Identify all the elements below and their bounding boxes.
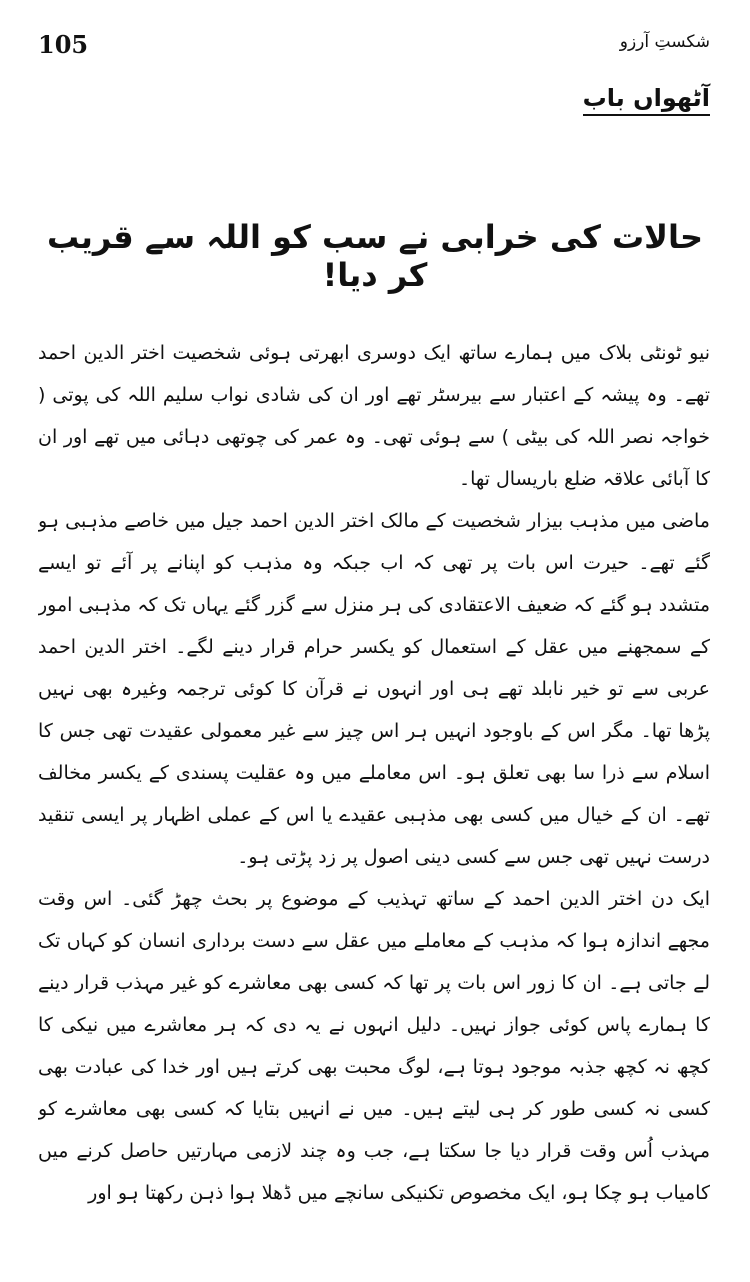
book-title: شکستِ آرزو	[619, 32, 710, 52]
page-number: 105	[38, 30, 89, 59]
chapter-heading: حالات کی خرابی نے سب کو اللہ سے قریب کر دیا!	[46, 218, 704, 295]
paragraph: ماضی میں مذہب بیزار شخصیت کے مالک اختر الدین احمد جیل میں خاصے مذہبی ہو گئے تھے۔ حیرت اس بات پر تھی کہ اب جبکہ وہ مذہب کو اپنانے پر آئے تو ایسے متشدد ہو گئے کہ ضعیف الاعتقادی کی ہر منزل سے گزر گئے یہاں تک کہ مذہبی امور کے سمجھنے میں عقل کے استعمال کو یکسر حرام قرار دینے لگے۔ اختر الدین احمد عربی سے تو خیر نابلد تھے ہی اور انہوں نے قرآن کا کوئی ترجمہ وغیرہ بھی نہیں پڑھا تھا۔ مگر اس کے باوجود انہیں ہر اس چیز سے غیر معمولی عقیدت تھی جس کا اسلام سے ذرا سا بھی تعلق ہو۔ اس معاملے میں وہ عقلیت پسندی کے یکسر مخالف تھے۔ ان کے خیال میں کسی بھی مذہبی عقیدے یا اس کے عملی اظہار پر ایسی تنقید درست نہیں تھی جس سے کسی دینی اصول پر زد پڑتی ہو۔	[38, 510, 710, 868]
body-text	[38, 332, 710, 1272]
chapter-label: آٹھواں باب	[583, 84, 710, 116]
paragraph: نیو ٹونٹی بلاک میں ہمارے ساتھ ایک دوسری ابھرتی ہوئی شخصیت اختر الدین احمد تھے۔ وہ پیشہ کے اعتبار سے بیرسٹر تھے اور ان کی شادی نواب سلیم اللہ کی پوتی ( خواجہ نصر اللہ کی بیٹی ) سے ہوئی تھی۔ وہ عمر کی چوتھی دہائی میں تھے اور ان کا آبائی علاقہ ضلع باریسال تھا۔	[38, 342, 710, 490]
paragraph: ایک دن اختر الدین احمد کے ساتھ تہذیب کے موضوع پر بحث چھڑ گئی۔ اس وقت مجھے اندازہ ہوا کہ مذہب کے معاملے میں عقل سے دست برداری انسان کو کہاں تک لے جاتی ہے۔ ان کا زور اس بات پر تھا کہ کسی بھی معاشرے کو غیر مہذب قرار دینے کا ہمارے پاس کوئی جواز نہیں۔ دلیل انہوں نے یہ دی کہ ہر معاشرے میں نیکی کا کچھ نہ کچھ جذبہ موجود ہوتا ہے، لوگ محبت بھی کرتے ہیں اور خدا کی عبادت بھی کسی نہ کسی طور کر ہی لیتے ہیں۔ میں نے انہیں بتایا کہ کسی بھی معاشرے کو مہذب اُس وقت قرار دیا جا سکتا ہے، جب وہ چند لازمی مہارتیں حاصل کرنے میں کامیاب ہو چکا ہو، ایک مخصوص تکنیکی سانچے میں ڈھلا ہوا ذہن رکھتا ہو اور	[38, 888, 710, 1204]
